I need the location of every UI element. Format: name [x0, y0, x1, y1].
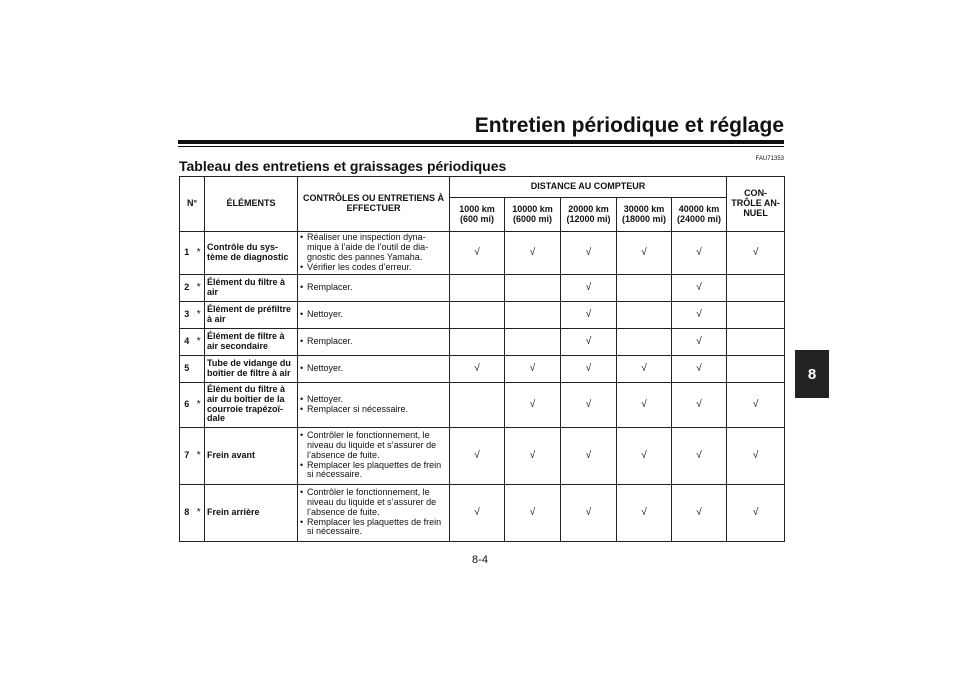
table-row — [180, 301, 785, 328]
action-item: • Nettoyer. — [300, 395, 447, 405]
annual-check-mark: √ — [727, 382, 785, 427]
check-mark: √ — [672, 427, 727, 484]
item-actions — [298, 328, 450, 355]
check-mark: √ — [672, 355, 727, 382]
table-row — [180, 484, 785, 541]
check-mark: √ — [672, 382, 727, 427]
header-distance — [617, 198, 672, 232]
distance-mi: (600 mi) — [460, 213, 495, 224]
actions-list — [300, 310, 447, 320]
check-mark: √ — [672, 328, 727, 355]
item-name: Élément du filtre à air — [205, 274, 298, 301]
check-mark — [617, 301, 672, 328]
check-mark — [450, 274, 505, 301]
distance-mi: (12000 mi) — [566, 213, 611, 224]
header-number: N° — [180, 177, 205, 232]
item-name: Frein avant — [205, 427, 298, 484]
dealer-asterisk: * — [194, 427, 205, 484]
check-mark: √ — [505, 382, 561, 427]
check-mark: √ — [561, 484, 617, 541]
item-name: Élément de préfiltre à air — [205, 301, 298, 328]
row-number: 7 — [180, 427, 194, 484]
row-number: 3 — [180, 301, 194, 328]
item-actions — [298, 232, 450, 275]
header-checks: CONTRÔLES OU ENTRETIENS À EFFECTUER — [298, 177, 450, 232]
item-actions — [298, 301, 450, 328]
header-distance — [450, 198, 505, 232]
actions-list — [300, 233, 447, 273]
action-item: • Remplacer les plaquettes de frein si nécessaire. — [300, 461, 447, 481]
action-item: • Remplacer. — [300, 337, 447, 347]
item-name: Tube de vidange du boîtier de filtre à air — [205, 355, 298, 382]
header-rule-thin — [178, 146, 784, 147]
action-item: • Remplacer les plaquettes de frein si nécessaire. — [300, 518, 447, 538]
page-header-title: Entretien périodique et réglage — [474, 114, 784, 137]
check-mark — [505, 328, 561, 355]
check-mark — [450, 301, 505, 328]
check-mark — [505, 301, 561, 328]
distance-mi: (18000 mi) — [622, 213, 667, 224]
check-mark: √ — [672, 232, 727, 275]
distance-mi: (6000 mi) — [513, 213, 553, 224]
item-actions — [298, 484, 450, 541]
actions-list — [300, 431, 447, 480]
item-actions — [298, 355, 450, 382]
check-mark — [617, 274, 672, 301]
page-number: 8-4 — [472, 554, 488, 566]
action-item: • Vérifier les codes d’erreur. — [300, 263, 447, 273]
distance-km: 30000 km — [623, 203, 665, 214]
check-mark: √ — [505, 355, 561, 382]
check-mark: √ — [617, 355, 672, 382]
distance-km: 20000 km — [568, 203, 609, 214]
dealer-asterisk: * — [194, 301, 205, 328]
actions-list — [300, 488, 447, 537]
reference-code: FAU71353 — [755, 156, 784, 162]
annual-check-mark — [727, 355, 785, 382]
check-mark — [505, 274, 561, 301]
check-mark: √ — [561, 355, 617, 382]
check-mark: √ — [672, 301, 727, 328]
actions-list — [300, 337, 447, 347]
table-row — [180, 232, 785, 275]
check-mark: √ — [561, 301, 617, 328]
distance-km: 1000 km — [459, 203, 495, 214]
check-mark: √ — [561, 328, 617, 355]
action-item: • Remplacer. — [300, 283, 447, 293]
actions-list — [300, 364, 447, 374]
table-row — [180, 274, 785, 301]
header-distance — [505, 198, 561, 232]
check-mark: √ — [450, 355, 505, 382]
row-number: 6 — [180, 382, 194, 427]
maintenance-table — [179, 176, 785, 542]
header-distance — [672, 198, 727, 232]
table-row — [180, 328, 785, 355]
check-mark: √ — [561, 427, 617, 484]
check-mark: √ — [672, 484, 727, 541]
action-item: • Réaliser une inspection dyna-mique à l’aide de l’outil de dia-gnostic des pannes Yamaha. — [300, 233, 447, 263]
check-mark: √ — [617, 427, 672, 484]
item-actions — [298, 427, 450, 484]
annual-check-mark: √ — [727, 232, 785, 275]
row-number: 5 — [180, 355, 194, 382]
check-mark: √ — [450, 484, 505, 541]
check-mark: √ — [561, 382, 617, 427]
header-annual-check: CON-TRÔLE AN-NUEL — [727, 177, 785, 232]
table-row — [180, 355, 785, 382]
actions-list — [300, 283, 447, 293]
annual-check-mark — [727, 328, 785, 355]
check-mark — [450, 328, 505, 355]
item-actions — [298, 382, 450, 427]
item-actions — [298, 274, 450, 301]
table-row — [180, 427, 785, 484]
item-name: Contrôle du sys-tème de diagnostic — [205, 232, 298, 275]
action-item: • Remplacer si nécessaire. — [300, 405, 447, 415]
actions-list — [300, 395, 447, 415]
check-mark — [450, 382, 505, 427]
action-item: • Nettoyer. — [300, 364, 447, 374]
item-name: Frein arrière — [205, 484, 298, 541]
header-odometer: DISTANCE AU COMPTEUR — [450, 177, 727, 198]
check-mark: √ — [450, 427, 505, 484]
dealer-asterisk: * — [194, 484, 205, 541]
distance-mi: (24000 mi) — [677, 213, 722, 224]
header-distance — [561, 198, 617, 232]
check-mark: √ — [617, 232, 672, 275]
row-number: 2 — [180, 274, 194, 301]
check-mark: √ — [617, 382, 672, 427]
check-mark: √ — [505, 427, 561, 484]
check-mark: √ — [505, 232, 561, 275]
header-items: ÉLÉMENTS — [205, 177, 298, 232]
row-number: 1 — [180, 232, 194, 275]
header-rule — [178, 140, 784, 144]
action-item: • Contrôler le fonctionnement, le niveau du liquide et s’assurer de l’absence de fuite. — [300, 431, 447, 461]
annual-check-mark — [727, 274, 785, 301]
check-mark: √ — [561, 232, 617, 275]
check-mark: √ — [505, 484, 561, 541]
check-mark: √ — [672, 274, 727, 301]
row-number: 4 — [180, 328, 194, 355]
action-item: • Nettoyer. — [300, 310, 447, 320]
dealer-asterisk: * — [194, 232, 205, 275]
annual-check-mark: √ — [727, 427, 785, 484]
item-name: Élément de filtre à air secondaire — [205, 328, 298, 355]
chapter-tab: 8 — [795, 350, 829, 398]
check-mark — [617, 328, 672, 355]
check-mark: √ — [617, 484, 672, 541]
distance-km: 10000 km — [512, 203, 553, 214]
row-number: 8 — [180, 484, 194, 541]
check-mark: √ — [561, 274, 617, 301]
action-item: • Contrôler le fonctionnement, le niveau du liquide et s’assurer de l’absence de fuite. — [300, 488, 447, 518]
dealer-asterisk: * — [194, 274, 205, 301]
section-title: Tableau des entretiens et graissages périodiques — [179, 158, 507, 174]
distance-km: 40000 km — [678, 203, 720, 214]
item-name: Élément du filtre à air du boîtier de la courroie trapézoï-dale — [205, 382, 298, 427]
annual-check-mark: √ — [727, 484, 785, 541]
dealer-asterisk: * — [194, 382, 205, 427]
dealer-asterisk — [194, 355, 205, 382]
table-row — [180, 382, 785, 427]
annual-check-mark — [727, 301, 785, 328]
dealer-asterisk: * — [194, 328, 205, 355]
check-mark: √ — [450, 232, 505, 275]
